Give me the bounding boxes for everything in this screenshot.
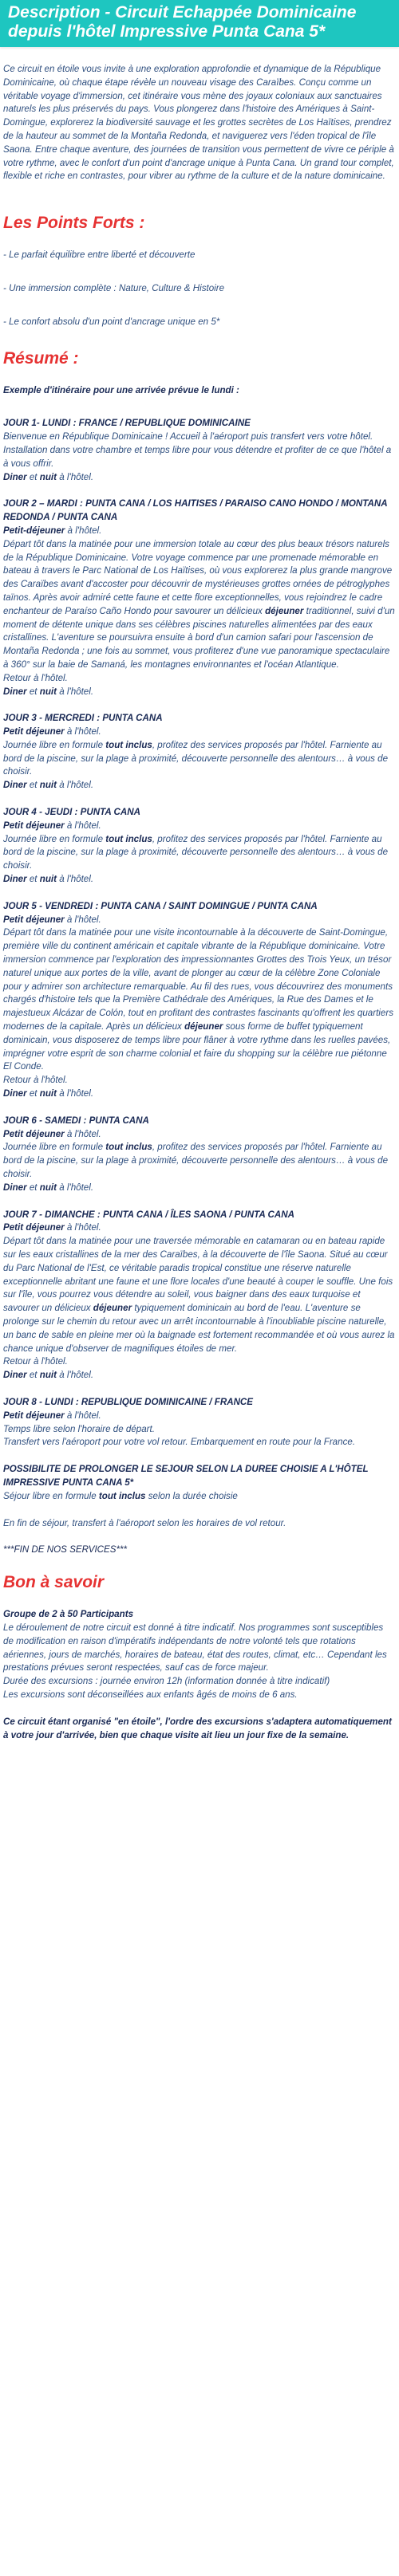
day-strong-text: tout inclus [105,1142,152,1153]
day-text: et [26,686,40,697]
day-text: à l'hôtel. [64,1222,101,1233]
day-strong-text: Diner [3,471,27,482]
prolonger-text-a: Séjour libre en formule [3,1490,99,1501]
day-text: traditionnel, suivi d'un moment de détente unique dans ses célèbres piscines naturelles alimentées par des eaux cristallines. L'aventure se poursuivra ensuite à bord d'un camion safari pour l'ascension de Montaña Redonda ; une fois au sommet, vous profiterez d'une vue panoramique spectaculaire à 360° sur la baie de Samaná, les montagnes environnantes et l'océan Atlantique. [3,605,395,670]
day-strong-text: nuit [39,874,57,885]
bon-final: Ce circuit étant organisé "en étoile", l'ordre des excursions s'adaptera automatiquement à votre jour d'arrivée, bien que chaque visite ait lieu un jour fixe de la semaine. [3,1716,392,1740]
day-text: à l'hôtel. [57,471,94,482]
day-title: JOUR 5 - VENDREDI : PUNTA CANA / SAINT DOMINGUE / PUNTA CANA [3,900,318,911]
page-title-line-2: depuis l'hôtel Impressive Punta Cana 5* [8,22,326,41]
day-strong-text: tout inclus [105,833,152,844]
day-strong-text: Diner [3,686,27,697]
day-block [3,806,396,887]
day-title: JOUR 3 - MERCREDI : PUNTA CANA [3,713,163,724]
day-text: typiquement dominicain au bord de l'eau. L'aventure se prolonge sur le chemin du retour avec un arrêt incontournable à l'inoubliable piscine naturelle, un banc de sable en pleine mer où la baignade est fortement recommandée et où vous aurez la chance unique d'observer de magnifiques étoiles de mer. [3,1303,395,1354]
day-strong-text: déjeuner [93,1303,132,1314]
day-strong-text: Diner [3,780,27,791]
content [0,63,399,1742]
day-text: Bienvenue en République Dominicaine ! Accueil à l'aéroport puis transfert vers votre hôtel. Installation dans votre chambre et temps libre pour vous détendre et profiter de ce que l'hôtel a à vous offrir. [3,431,392,469]
prolonger-title: POSSIBILITE DE PROLONGER LE SEJOUR SELON LA DUREE CHOISIE A L'HÔTEL IMPRESSIVE PUNTA CANA 5* [3,1464,369,1488]
day-body [3,914,396,1101]
day-text: Retour à l'hôtel. [3,672,68,683]
day-text: sous forme de buffet typiquement dominicain, vous disposerez de temps libre pour flâner à votre rythme dans les ruelles pavées, imprégner votre esprit de son charme colonial et faire du shopping sur la célèbre rue piétonne El Conde. [3,1021,391,1072]
bon-paragraph-3: Les excursions sont déconseillées aux enfants âgés de moins de 6 ans. [3,1689,298,1700]
day-text: Départ tôt dans la matinée pour une visite incontournable à la découverte de Saint-Domingue, première ville du continent américain et capitale vibrante de la République dominicaine. Votre immersion commence par l'exploration des impressionnantes Grottes des Trois Yeux, un trésor naturel unique aux portes de la ville, avant de plonger au cœur de la célèbre Zone Coloniale pour y admirer son architecture remarquable. Au fil des rues, vous découvrirez des monuments chargés d'histoire tels que la Première Cathédrale des Amériques, la Rue des Dames et le majestueux Alcázar de Colón, tout en profitant des contrastes fascinants qu'offrent les quartiers modernes de la capitale. Après un délicieux [3,927,393,1032]
day-strong-text: Diner [3,874,27,885]
day-title: JOUR 6 - SAMEDI : PUNTA CANA [3,1115,149,1126]
day-strong-text: Petit déjeuner [3,1410,65,1421]
day-strong-text: Diner [3,1370,27,1381]
day-text: Journée libre en formule [3,739,106,750]
prolonger-line [3,1490,396,1504]
day-text: Transfert vers l'aéroport pour votre vol retour. Embarquement en route pour la France. [3,1437,356,1448]
day-text: à l'hôtel. [64,914,101,925]
day-strong-text: Petit déjeuner [3,1222,65,1233]
bon-paragraph-1: Le déroulement de notre circuit est donné à titre indicatif. Nos programmes sont susceptibles de modification en raison d'impératifs indépendants de notre volonté tels que rotations aériennes, jours de marchés, horaires de bateau, état des routes, climat, etc… Cependant les prestations prévues seront respectées, sauf cas de force majeur. [3,1622,387,1673]
day-text: et [26,1182,40,1193]
day-title: JOUR 2 – MARDI : PUNTA CANA / LOS HAITISES / PARAISO CANO HONDO / MONTANA REDONDA / PUNTA CANA [3,498,388,523]
page-title-banner [0,0,399,47]
day-text: à l'hôtel. [57,686,94,697]
day-block [3,900,396,1101]
day-text: et [26,1088,40,1099]
day-text: , profitez des services proposés par l'hôtel. Farniente au bord de la piscine, sur la plage à proximité, découverte personnelle des alentours… à vous de choisir. [3,833,389,871]
day-title: JOUR 1- LUNDI : FRANCE / REPUBLIQUE DOMINICAINE [3,418,251,429]
day-strong-text: Petit déjeuner [3,1128,65,1139]
bon-paragraph-2: Durée des excursions : journée environ 12h (information donnée à titre indicatif) [3,1676,330,1687]
day-strong-text: Petit-déjeuner [3,525,65,536]
day-text: , profitez des services proposés par l'hôtel. Farniente au bord de la piscine, sur la plage à proximité, découverte personnelle des alentours… à vous de choisir. [3,1142,389,1179]
day-strong-text: nuit [39,780,57,791]
day-strong-text: Diner [3,1088,27,1099]
day-body [3,431,396,484]
day-block [3,417,396,484]
day-text: à l'hôtel. [64,1128,101,1139]
day-strong-text: nuit [39,1088,57,1099]
day-text: à l'hôtel. [64,726,101,737]
fin-sejour: En fin de séjour, transfert à l'aéroport selon les horaires de vol retour. [3,1517,286,1528]
itinerary-days [3,417,396,1449]
day-text: , profitez des services proposés par l'hôtel. Farniente au bord de la piscine, sur la plage à proximité, découverte personnelle des alentours… à vous de choisir. [3,739,389,777]
day-text: Temps libre selon l'horaire de départ. [3,1423,155,1434]
bon-a-savoir-body [3,1608,396,1742]
bon-a-savoir-title: Bon à savoir [3,1573,105,1592]
day-body [3,1128,396,1195]
point-item: - Une immersion complète : Nature, Culture & Histoire [3,282,225,293]
day-body [3,820,396,887]
day-text: à l'hôtel. [64,820,101,831]
point-item: - Le confort absolu d'un point d'ancrage unique en 5* [3,316,220,327]
day-text: Départ tôt dans la matinée pour une immersion totale au cœur des plus beaux trésors naturels de la République Dominicaine. Votre voyage commence par une promenade mémorable en bateau à travers le Parc National de Los Haïtises, où vous explorerez la plus grande mangrove des Caraïbes avant d'accoster pour découvrir de mystérieuses grottes ornées de pétroglyphes taïnos. Après avoir admiré cette faune et cette flore exceptionnelles, vous rejoindrez le cadre enchanteur de Paraíso Caño Hondo pour savourer un délicieux [3,538,393,616]
day-strong-text: déjeuner [184,1021,223,1032]
prolonger-text-b: selon la durée choisie [145,1490,238,1501]
day-body [3,1221,396,1382]
day-strong-text: nuit [39,471,57,482]
day-strong-text: nuit [39,686,57,697]
day-block [3,1396,396,1449]
resume-title: Résumé : [3,348,79,368]
day-block [3,1209,396,1382]
day-block [3,712,396,792]
day-text: Retour à l'hôtel. [3,1075,68,1086]
day-strong-text: Petit déjeuner [3,820,65,831]
day-text: à l'hôtel. [65,525,102,536]
day-text: Départ tôt dans la matinée pour une traversée mémorable en catamaran ou en bateau rapide sur les eaux cristallines de la mer des Caraïbes, à la découverte de l'île Saona. Situé au cœur du Parc National de l'Est, ce véritable paradis tropical constitue une réserve naturelle exceptionnelle abritant une faune et une flore locales d'une beauté à couper le souffle. Une fois sur l'île, vous pourrez vous détendre au soleil, vous baigner dans des eaux turquoise et savourer un délicieux [3,1236,393,1314]
day-body [3,1410,396,1449]
day-text: et [26,1370,40,1381]
day-body [3,726,396,792]
day-title: JOUR 8 - LUNDI : REPUBLIQUE DOMINICAINE / FRANCE [3,1396,254,1407]
day-strong-text: Petit déjeuner [3,726,65,737]
day-text: à l'hôtel. [57,874,94,885]
bon-group: Groupe de 2 à 50 Participants [3,1609,134,1620]
page-title-line-1: Description - Circuit Echappée Dominicaine [8,3,357,22]
day-body [3,525,396,698]
day-strong-text: Petit déjeuner [3,914,65,925]
prolonger-block [3,1463,396,1503]
day-block [3,1115,396,1195]
point-item: - Le parfait équilibre entre liberté et découverte [3,250,196,261]
day-text: Journée libre en formule [3,833,106,844]
day-strong-text: tout inclus [105,739,152,750]
day-text: et [26,874,40,885]
day-text: à l'hôtel. [64,1410,101,1421]
day-text: à l'hôtel. [57,780,94,791]
day-text: et [26,471,40,482]
intro-paragraph: Ce circuit en étoile vous invite à une exploration approfondie et dynamique de la République Dominicaine, où chaque étape révèle un nouveau visage des Caraïbes. Conçu comme un véritable voyage d'immersion, cet itinéraire vous mène des joyaux coloniaux aux sanctuaires naturels les plus préservés du pays. Vous plongerez dans l'histoire des Amériques à Saint-Domingue, explorerez la biodiversité sauvage et les grottes secrètes de Los Haïtises, prendrez de la hauteur au sommet de la Montaña Redonda, et naviguerez vers l'éden tropical de l'île Saona. Entre chaque aventure, des journées de transition vous permettent de vivre ce périple à votre rythme, avec le confort d'un point d'ancrage unique à Punta Cana. Un grand tour complet, flexible et riche en contrastes, pour vibrer au rythme de la culture et de la nature dominicaine. [3,64,394,182]
day-text: Retour à l'hôtel. [3,1356,68,1367]
day-text: à l'hôtel. [57,1370,94,1381]
day-strong-text: Diner [3,1182,27,1193]
day-text: à l'hôtel. [57,1182,94,1193]
day-strong-text: déjeuner [265,605,304,616]
day-strong-text: nuit [39,1370,57,1381]
day-title: JOUR 7 - DIMANCHE : PUNTA CANA / ÎLES SAONA / PUNTA CANA [3,1209,294,1220]
day-text: à l'hôtel. [57,1088,94,1099]
day-strong-text: nuit [39,1182,57,1193]
fin-services: ***FIN DE NOS SERVICES*** [3,1544,128,1555]
points-forts-title: Les Points Forts : [3,214,145,233]
day-block [3,498,396,698]
resume-subtitle: Exemple d'itinéraire pour une arrivée prévue le lundi : [3,384,239,395]
day-title: JOUR 4 - JEUDI : PUNTA CANA [3,807,140,818]
prolonger-strong: tout inclus [98,1490,146,1501]
day-text: Journée libre en formule [3,1142,106,1153]
day-text: et [26,780,40,791]
